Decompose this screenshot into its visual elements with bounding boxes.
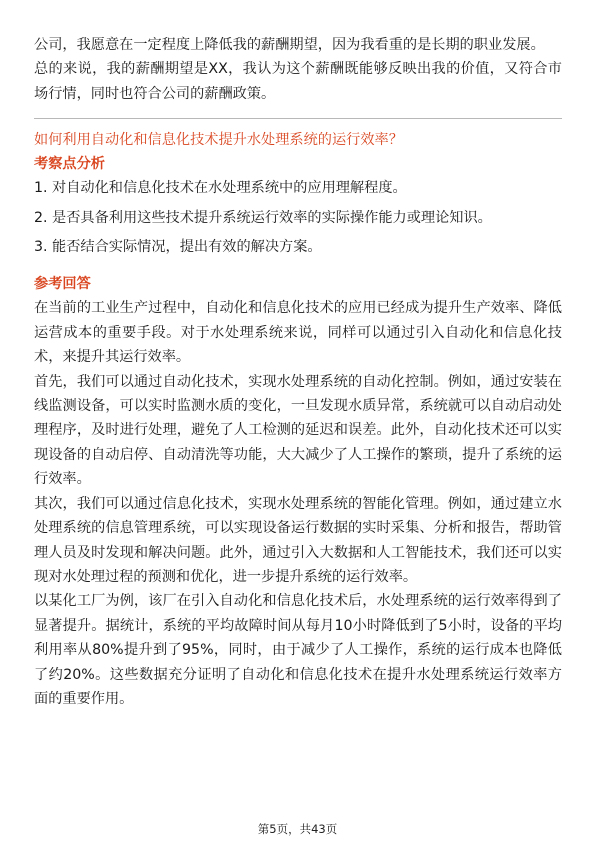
answer-paragraph-4: 以某化工厂为例，该厂在引入自动化和信息化技术后，水处理系统的运行效率得到了显著提升。据统计，系统的平均故障时间从每月10小时降低到了5小时，设备的平均利用率从80%提升到了95%，同时，由于减少了人工操作，系统的运行成本也降低了约20%。这些数据充分证明了自动化和信息化技术在提升水处理系统运行效率方面的重要作用。 xyxy=(34,593,562,707)
intro-paragraph-2: 总的来说，我的薪酬期望是XX，我认为这个薪酬既能够反映出我的价值，又符合市场行情，同时也符合公司的薪酬政策。 xyxy=(34,61,562,102)
page-number: 第5页，共43页 xyxy=(257,822,338,836)
section-divider xyxy=(34,118,562,119)
analysis-item-1: 1. 对自动化和信息化技术在水处理系统中的应用理解程度。 xyxy=(34,180,407,197)
answer-paragraph-3: 其次，我们可以通过信息化技术，实现水处理系统的智能化管理。例如，通过建立水处理系统的信息管理系统，可以实现设备运行数据的实时采集、分析和报告，帮助管理人员及时发现和解决问题。此外，通过引入大数据和人工智能技术，我们还可以实现对水处理过程的预测和优化，进一步提升系统的运行效率。 xyxy=(34,495,562,585)
analysis-heading: 考察点分析 xyxy=(34,156,105,173)
analysis-item-3: 3. 能否结合实际情况，提出有效的解决方案。 xyxy=(34,239,322,256)
spacer xyxy=(34,264,562,272)
intro-paragraph-1: 公司，我愿意在一定程度上降低我的薪酬期望，因为我看重的是长期的职业发展。 xyxy=(34,37,545,53)
page-content xyxy=(34,33,562,711)
answer-paragraph-2: 首先，我们可以通过自动化技术，实现水处理系统的自动化控制。例如，通过安装在线监测设备，可以实时监测水质的变化，一旦发现水质异常，系统就可以自动启动处理程序，及时进行处理，避免了人工检测的延迟和误差。此外，自动化技术还可以实现设备的自动启停、自动清洗等功能，大大减少了人工操作的繁琐，提升了系统的运行效率。 xyxy=(34,373,562,488)
question-title: 如何利用自动化和信息化技术提升水处理系统的运行效率？ xyxy=(34,132,403,149)
answer-heading: 参考回答 xyxy=(34,276,91,293)
answer-paragraph-1: 在当前的工业生产过程中，自动化和信息化技术的应用已经成为提升生产效率、降低运营成本的重要手段。对于水处理系统来说，同样可以通过引入自动化和信息化技术，来提升其运行效率。 xyxy=(34,300,562,366)
analysis-item-2: 2. 是否具备利用这些技术提升系统运行效率的实际操作能力或理论知识。 xyxy=(34,209,492,226)
